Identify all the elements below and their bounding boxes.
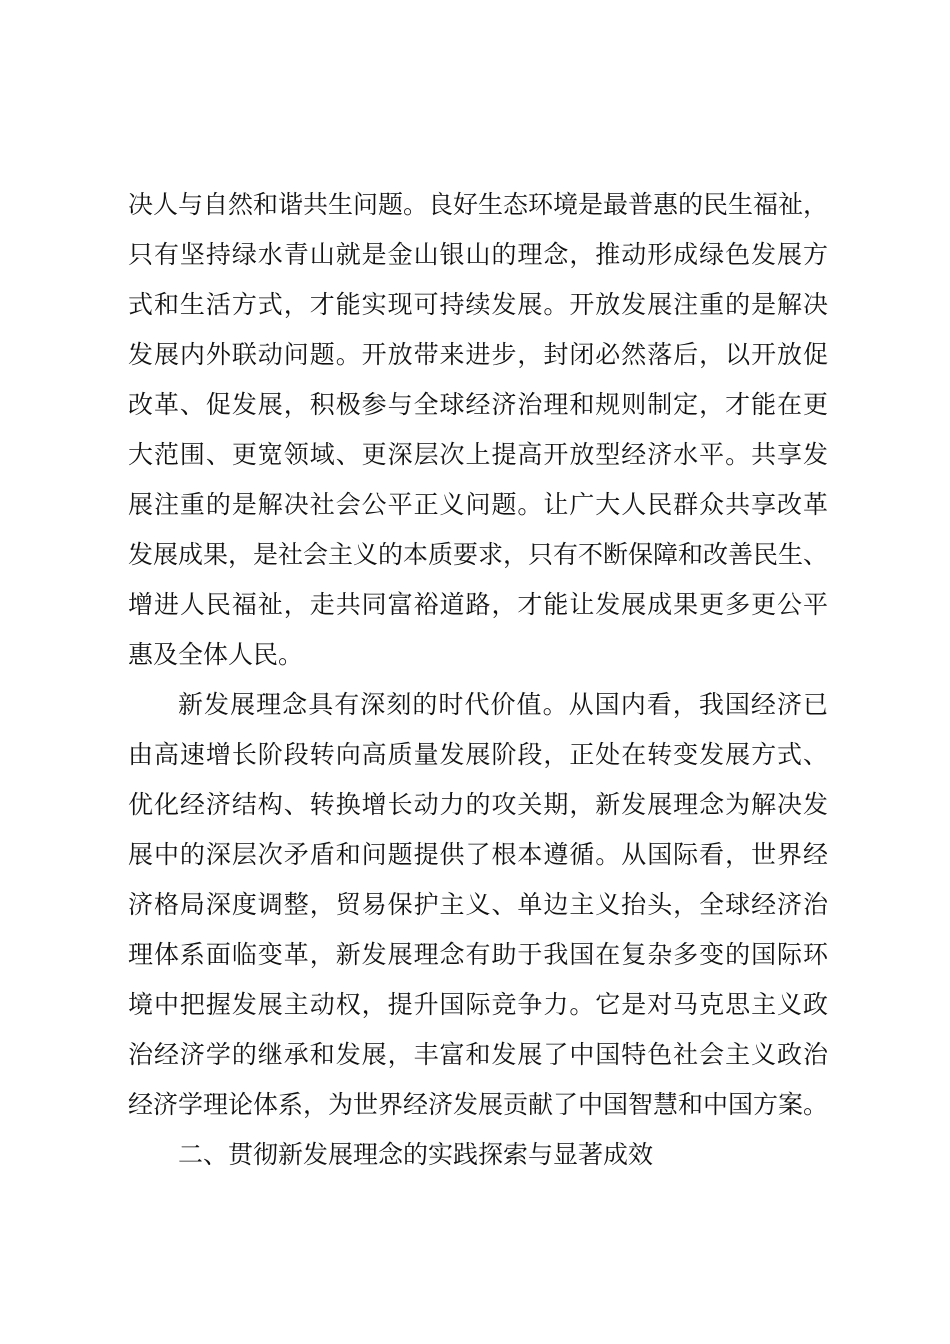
text-line: 优化经济结构、转换增长动力的攻关期，新发展理念为解决发 <box>128 790 828 819</box>
text-line: 发展成果，是社会主义的本质要求，只有不断保障和改善民生、 <box>128 540 829 569</box>
text-line: 大范围、更宽领域、更深层次上提高开放型经济水平。共享发 <box>128 440 828 469</box>
text-line: 式和生活方式，才能实现可持续发展。开放发展注重的是解决 <box>128 290 828 319</box>
text-line: 发展内外联动问题。开放带来进步，封闭必然落后，以开放促 <box>128 340 828 369</box>
text-line: 惠及全体人民。 <box>128 640 304 669</box>
paragraph-start-line: 新发展理念具有深刻的时代价值。从国内看，我国经济已 <box>178 690 828 719</box>
text-line: 展中的深层次矛盾和问题提供了根本遵循。从国际看，世界经 <box>128 840 828 869</box>
section-heading: 二、贯彻新发展理念的实践探索与显著成效 <box>178 1140 654 1169</box>
text-line: 改革、促发展，积极参与全球经济治理和规则制定，才能在更 <box>128 390 828 419</box>
text-line: 只有坚持绿水青山就是金山银山的理念，推动形成绿色发展方 <box>128 240 828 269</box>
text-line: 治经济学的继承和发展，丰富和发展了中国特色社会主义政治 <box>128 1040 828 1069</box>
text-line: 济格局深度调整，贸易保护主义、单边主义抬头，全球经济治 <box>128 890 828 919</box>
body-text <box>128 180 828 1180</box>
text-line: 经济学理论体系，为世界经济发展贡献了中国智慧和中国方案。 <box>128 1090 829 1119</box>
text-line: 境中把握发展主动权，提升国际竞争力。它是对马克思主义政 <box>128 990 828 1019</box>
text-line: 决人与自然和谐共生问题。良好生态环境是最普惠的民生福祉， <box>128 190 829 219</box>
text-line: 由高速增长阶段转向高质量发展阶段，正处在转变发展方式、 <box>128 740 828 769</box>
text-line: 理体系面临变革，新发展理念有助于我国在复杂多变的国际环 <box>128 940 828 969</box>
text-line: 增进人民福祉，走共同富裕道路，才能让发展成果更多更公平 <box>128 590 828 619</box>
text-line: 展注重的是解决社会公平正义问题。让广大人民群众共享改革 <box>128 490 828 519</box>
